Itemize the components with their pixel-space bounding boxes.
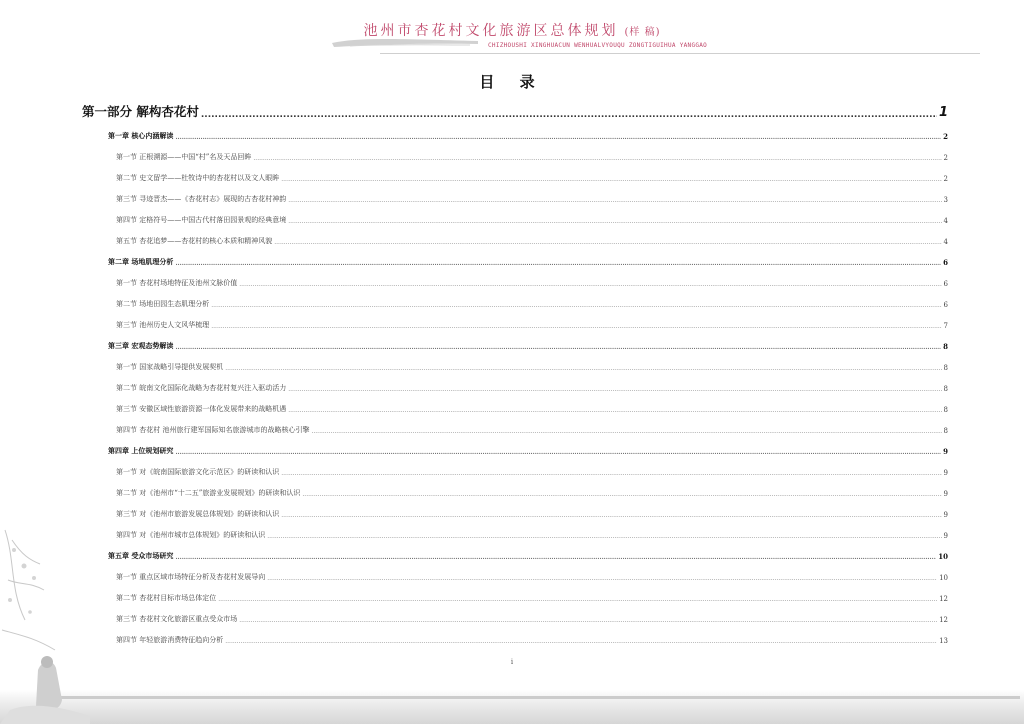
toc-section-entry-title: 第四节 对《池州市城市总体规划》的研读和认识 (116, 531, 266, 539)
toc-chapter-entry[interactable] (82, 435, 948, 456)
toc-leader-dots (175, 449, 941, 456)
toc-part-entry[interactable] (82, 98, 948, 120)
toc-section-entry-title: 第一节 对《皖南国际旅游文化示范区》的研读和认识 (116, 468, 280, 476)
toc-leader-dots (302, 491, 941, 498)
toc-section-entry-page: 13 (939, 637, 948, 645)
page-number: i (510, 658, 514, 666)
toc-section-entry[interactable] (82, 582, 948, 603)
toc-leader-dots (281, 512, 941, 519)
toc-section-entry[interactable] (82, 267, 948, 288)
toc-section-entry[interactable] (82, 141, 948, 162)
toc-section-entry-page: 6 (943, 301, 948, 309)
toc-section-entry-title: 第二节 杏花村目标市场总体定位 (116, 594, 217, 602)
toc-section-entry[interactable] (82, 372, 948, 393)
toc-section-entry-title: 第三节 对《池州市旅游发展总体规划》的研读和认识 (116, 510, 280, 518)
toc-section-entry-page: 6 (943, 280, 948, 288)
toc-section-entry-title: 第一节 杏花村场地特征及池州文脉价值 (116, 279, 238, 287)
toc-section-entry[interactable] (82, 498, 948, 519)
toc-leader-dots (274, 239, 941, 246)
header-divider (380, 53, 980, 54)
toc-leader-dots (218, 596, 937, 603)
toc-section-entry[interactable] (82, 225, 948, 246)
header-title-note: (样 稿) (624, 27, 661, 38)
toc-chapter-entry[interactable] (82, 540, 948, 561)
toc-section-entry-title: 第三节 池州历史人文风华梳理 (116, 321, 210, 329)
toc-leader-dots (175, 554, 936, 561)
toc-section-entry-title: 第三节 安徽区域性旅游资源一体化发展带来的战略机遇 (116, 405, 287, 413)
toc-section-entry-title: 第一节 正根溯源——中国“村”名及天品回眸 (116, 153, 252, 161)
toc-section-entry[interactable] (82, 351, 948, 372)
toc-section-entry[interactable] (82, 519, 948, 540)
toc-section-entry-page: 9 (943, 532, 948, 540)
toc-part-title: 第一部分 解构杏花村 (82, 104, 199, 119)
toc-section-entry-title: 第二节 场地田园生态肌理分析 (116, 300, 210, 308)
toc-section-entry[interactable] (82, 204, 948, 225)
toc-chapter-entry-page: 10 (938, 552, 948, 561)
toc-section-entry-page: 7 (943, 322, 948, 330)
ink-painting-decoration (0, 520, 90, 724)
toc-part-page: 1 (938, 105, 948, 120)
footer-line (60, 696, 1020, 699)
toc-section-entry-title: 第二节 对《池州市“十二五”旅游业发展规划》的研读和认识 (116, 489, 301, 497)
toc-section-entry-page: 9 (943, 511, 948, 519)
toc-chapter-entry-page: 8 (943, 342, 948, 351)
toc-leader-dots (175, 134, 941, 141)
toc-section-entry[interactable] (82, 603, 948, 624)
toc-leader-dots (253, 155, 941, 162)
toc-section-entry[interactable] (82, 624, 948, 645)
toc-leader-dots (201, 110, 937, 120)
toc-chapter-entry-title: 第二章 场地肌理分析 (108, 257, 174, 266)
toc-section-entry-page: 12 (939, 595, 948, 603)
toc-section-entry-page: 4 (943, 238, 948, 246)
toc-section-entry-title: 第四节 杏花村 池州旅行建军国际知名旅游城市的战略核心引擎 (116, 426, 310, 434)
toc-chapter-entry-page: 6 (943, 258, 948, 267)
toc-chapter-entry[interactable] (82, 246, 948, 267)
toc-leader-dots (239, 617, 937, 624)
toc-leader-dots (211, 323, 941, 330)
toc-section-entry-page: 9 (943, 490, 948, 498)
toc-section-entry-page: 12 (939, 616, 948, 624)
document-header-subtitle: CHIZHOUSHI XINGHUACUN WENHUALVYOUQU ZONGTIGUIHUA YANGGAO (488, 42, 708, 49)
toc-section-entry-page: 9 (943, 469, 948, 477)
toc-leader-dots (281, 176, 941, 183)
toc-section-entry-page: 2 (943, 154, 948, 162)
toc-chapter-entry[interactable] (82, 120, 948, 141)
toc-section-entry-title: 第三节 杏花村文化旅游区重点受众市场 (116, 615, 238, 623)
toc-section-entry[interactable] (82, 288, 948, 309)
toc-chapter-entry-page: 9 (943, 447, 948, 456)
toc-section-entry-title: 第二节 皖南文化国际化战略为杏花村复兴注入驱动活力 (116, 384, 287, 392)
toc-leader-dots (281, 470, 941, 477)
toc-leader-dots (175, 344, 941, 351)
toc-leader-dots (288, 407, 941, 414)
toc-leader-dots (225, 638, 937, 645)
toc-section-entry-page: 2 (943, 175, 948, 183)
toc-section-entry-title: 第四节 定格符号——中国古代村落田园景观的经典意境 (116, 216, 287, 224)
toc-leader-dots (288, 386, 941, 393)
toc-section-entry-page: 4 (943, 217, 948, 225)
toc-chapter-entry-page: 2 (943, 132, 948, 141)
toc-chapter-entry-title: 第三章 宏观态势解读 (108, 341, 174, 350)
toc-leader-dots (311, 428, 941, 435)
toc-section-entry-title: 第四节 年轻旅游消费特征趋向分析 (116, 636, 224, 644)
toc-leader-dots (175, 260, 941, 267)
toc-section-entry-title: 第五节 杏花追梦——杏花村的核心本质和精神风貌 (116, 237, 273, 245)
toc-leader-dots (211, 302, 941, 309)
toc-section-entry[interactable] (82, 561, 948, 582)
toc-section-entry-page: 8 (943, 385, 948, 393)
toc-chapter-entry[interactable] (82, 330, 948, 351)
document-header-title: 池州市杏花村文化旅游区总体规划 (样 稿) (363, 23, 661, 39)
toc-section-entry[interactable] (82, 393, 948, 414)
toc-section-entry-title: 第一节 重点区域市场特征分析及杏花村发展导向 (116, 573, 266, 581)
toc-section-entry[interactable] (82, 162, 948, 183)
toc-section-entry[interactable] (82, 456, 948, 477)
toc-section-entry[interactable] (82, 414, 948, 435)
toc-section-entry[interactable] (82, 183, 948, 204)
toc-leader-dots (288, 218, 941, 225)
toc-section-entry-title: 第一节 国家战略引导提供发展契机 (116, 363, 224, 371)
toc-section-entry-page: 8 (943, 364, 948, 372)
toc-section-entry-page: 3 (943, 196, 948, 204)
toc-chapter-entry-title: 第四章 上位规划研究 (108, 446, 174, 455)
toc-section-entry-page: 10 (939, 574, 948, 582)
toc-section-entry-title: 第三节 寻迹晋杰——《杏花村志》展现的古杏花村神韵 (116, 195, 287, 203)
toc-section-entry[interactable] (82, 309, 948, 330)
toc-leader-dots (288, 197, 941, 204)
toc-section-entry-page: 8 (943, 406, 948, 414)
toc-leader-dots (239, 281, 941, 288)
toc-leader-dots (225, 365, 941, 372)
toc-leader-dots (267, 533, 941, 540)
toc-heading: 目 录 (479, 73, 545, 91)
toc-section-entry-title: 第二节 史文留学——杜牧诗中的杏花村以及文人眼眸 (116, 174, 280, 182)
table-of-contents (82, 98, 948, 645)
toc-leader-dots (267, 575, 937, 582)
toc-chapter-entry-title: 第五章 受众市场研究 (108, 551, 174, 560)
toc-chapter-entry-title: 第一章 核心内涵解读 (108, 131, 174, 140)
toc-section-entry-page: 8 (943, 427, 948, 435)
toc-section-entry[interactable] (82, 477, 948, 498)
